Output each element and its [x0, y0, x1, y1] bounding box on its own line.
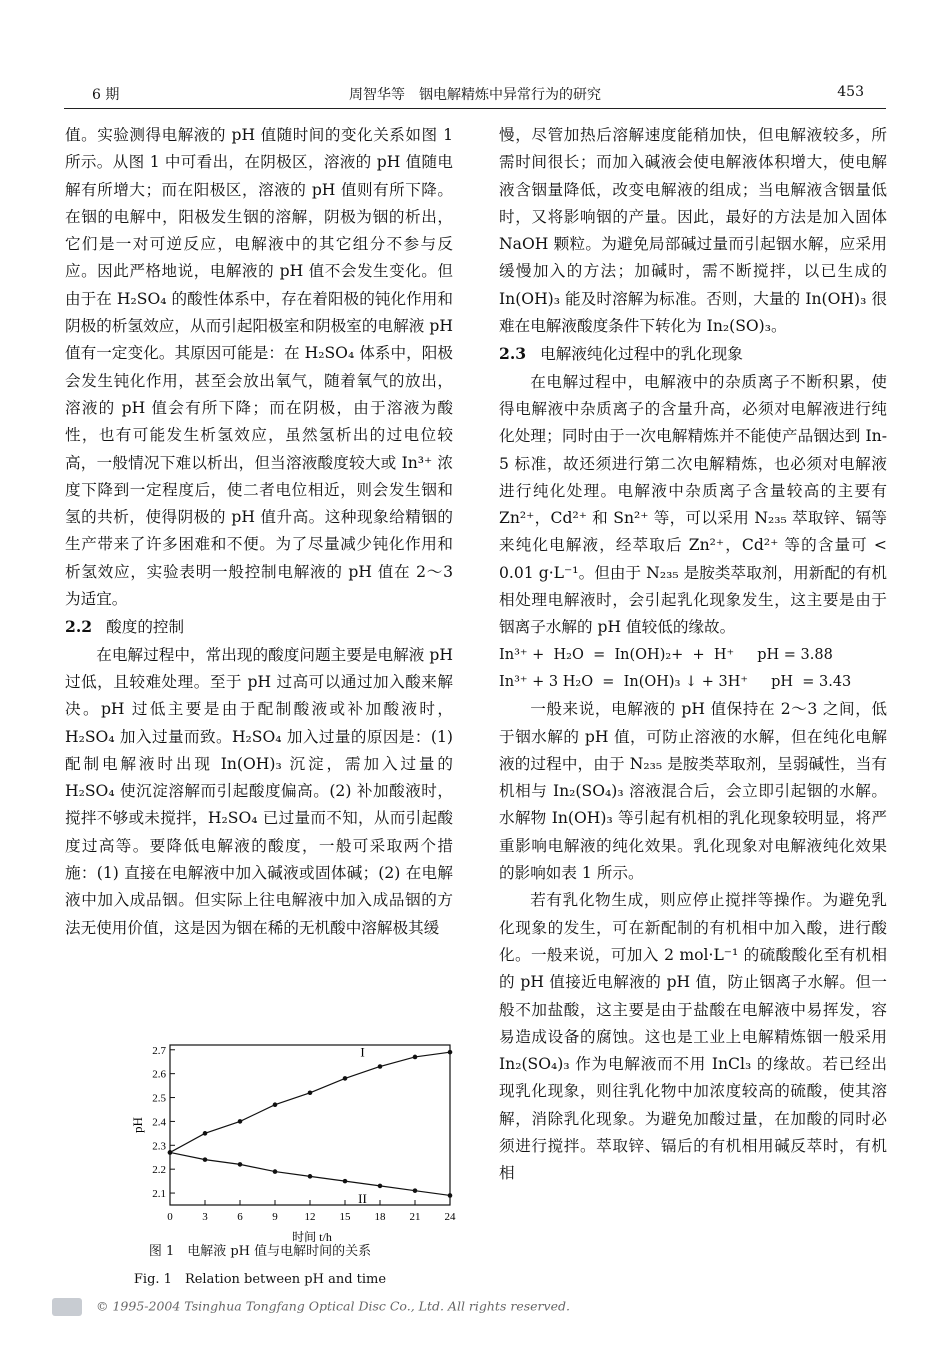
publisher-logo-icon — [52, 1298, 82, 1316]
x-tick-label: 12 — [304, 1211, 316, 1223]
plot-frame — [170, 1045, 450, 1205]
y-axis-label: pH — [130, 1117, 145, 1133]
x-tick-label: 21 — [409, 1211, 421, 1223]
data-point — [273, 1102, 278, 1107]
figure-1 — [60, 1035, 460, 1245]
y-tick-label: 2.3 — [152, 1140, 166, 1153]
series-line-II — [170, 1152, 450, 1195]
x-tick-label: 6 — [237, 1211, 243, 1223]
x-tick-label: 15 — [339, 1211, 351, 1223]
data-point — [448, 1050, 453, 1055]
data-point — [308, 1090, 313, 1095]
y-tick-label: 2.1 — [152, 1188, 166, 1201]
ph-time-chart — [60, 1035, 460, 1245]
paragraph: 在电解过程中，电解液中的杂质离子不断积累，使得电解液中杂质离子的含量升高，必须对电解液进行纯化处理；同时由于一次电解精炼并不能使产品铟达到 In-5 标准，故还须进行第二次电解精炼，也必须对电解液进行纯化处理。电解液中杂质离子含量较高的主要有 Zn²⁺，Cd²⁺ 和 Sn²⁺ 等，可以采用 N₂₃₅ 萃取锌、镉等来纯化电解液，经萃取后 Zn²⁺，Cd²⁺ 等的含量可 < 0.01 g·L⁻¹。但由于 N₂₃₅ 是胺类萃取剂，用新配的有机相处理电解液时，会引起乳化现象发生，这主要是由于铟离子水解的 pH 值较低的缘故。 — [499, 372, 887, 637]
x-tick-label: 3 — [202, 1211, 208, 1223]
right-column — [499, 122, 887, 1188]
data-point — [448, 1193, 453, 1198]
chart-ticks — [152, 1045, 456, 1223]
y-tick-label: 2.7 — [152, 1044, 166, 1057]
section-number: 2.2 — [65, 617, 93, 637]
paragraph: 一般来说，电解液的 pH 值保持在 2～3 之间，低于铟水解的 pH 值，可防止溶液的水解，但在纯化电解液的过程中，由于 N₂₃₅ 是胺类萃取剂，呈弱碱性，当有机相与 In₂(SO₄)₃ 溶液混合后，会立即引起铟的水解。水解物 In(OH)₃ 等引起有机相的乳化现象较明显，将严重影响电解液的纯化效果。乳化现象对电解液纯化效果的影响如表 1 所示。 — [499, 700, 887, 883]
data-point — [378, 1064, 383, 1069]
figure-caption-cn: 图 1 电解液 pH 值与电解时间的关系 — [148, 1244, 372, 1259]
paragraph: 值。实验测得电解液的 pH 值随时间的变化关系如图 1 所示。从图 1 中可看出，在阴极区，溶液的 pH 值随电解有所增大；而在阳极区，溶液的 pH 值则有所下降。在铟的电解中，阳极发生铟的溶解，阴极为铟的析出，它们是一对可逆反应，电解液中的其它组分不参与反应。因此严格地说，电解液的 pH 值不会发生变化。但由于在 H₂SO₄ 的酸性体系中，存在着阳极的钝化作用和阴极的析氢效应，从而引起阳极室和阴极室的电解液 pH 值有一定变化。其原因可能是：在 H₂SO₄ 体系中，阳极会发生钝化作用，甚至会放出氧气，随着氧气的放出，溶液的 pH 值会有所下降；而在阴极，由于溶液为酸性，也有可能发生析氢效应，虽然氢析出的过电位较高，一般情况下难以析出，但当溶液酸度较大或 In³⁺ 浓度下降到一定程度后，使二者电位相近，则会发生铟和氢的共析，使得阴极的 pH 值升高。这种现象给精铟的生产带来了许多困难和不便。为了尽量减少钝化作用和析氢效应，实验表明一般控制电解液的 pH 值在 2～3 为适宜。 — [65, 126, 453, 609]
x-tick-label: 9 — [272, 1211, 278, 1223]
running-header — [0, 84, 950, 104]
data-point — [168, 1150, 173, 1155]
section-title: 酸度的控制 — [106, 618, 185, 637]
y-tick-label: 2.6 — [152, 1068, 166, 1081]
series-label: II — [358, 1191, 367, 1207]
series-line-I — [170, 1052, 450, 1152]
figure-caption-en: Fig. 1 Relation between pH and time — [133, 1272, 387, 1287]
x-axis-label: 时间 t/h — [292, 1230, 332, 1244]
data-point — [238, 1162, 243, 1167]
copyright-text: © 1995-2004 Tsinghua Tongfang Optical Disc Co., Ltd. All rights reserved. — [95, 1298, 570, 1314]
section-number: 2.3 — [499, 344, 527, 364]
equation-2: In³⁺ + 3 H₂O = In(OH)₃ ↓ + 3H⁺ pH = 3.43 — [499, 673, 852, 690]
data-point — [378, 1184, 383, 1189]
page-number: 453 — [837, 84, 864, 100]
y-tick-label: 2.4 — [152, 1116, 166, 1129]
chart-axes — [170, 1045, 450, 1205]
data-point — [203, 1131, 208, 1136]
paragraph: 在电解过程中，常出现的酸度问题主要是电解液 pH 过低，且较难处理。至于 pH 过高可以通过加入酸来解决。pH 过低主要是由于配制酸液或补加酸液时，H₂SO₄ 加入过量而致。H₂SO₄ 加入过量的原因是：(1) 配制电解液时出现 In(OH)₃ 沉淀，需加入过量的 H₂SO₄ 使沉淀溶解而引起酸度偏高。(2) 补加酸液时，搅拌不够或未搅拌，H₂SO₄ 已过量而不知，从而引起酸度过高等。要降低电解液的酸度，一般可采取两个措施：(1) 直接在电解液中加入碱液或固体碱；(2) 在电解液中加入成品铟。但实际上往电解液中加入成品铟的方法无使用价值，这是因为铟在稀的无机酸中溶解极其缓 — [65, 645, 453, 937]
header-rule — [64, 108, 886, 109]
x-tick-label: 24 — [444, 1211, 456, 1223]
issue-number: 6 期 — [92, 87, 120, 103]
data-point — [413, 1055, 418, 1060]
section-title: 电解液纯化过程中的乳化现象 — [540, 345, 743, 364]
y-tick-label: 2.2 — [152, 1164, 166, 1177]
chart-series — [168, 1044, 453, 1206]
left-column — [65, 122, 453, 942]
paragraph: 慢，尽管加热后溶解速度能稍加快，但电解液较多，所需时间很长；而加入碱液会使电解液体积增大，使电解液含铟量降低，改变电解液的组成；当电解液含铟量低时，又将影响铟的产量。因此，最好的方法是加入固体 NaOH 颗粒。为避免局部碱过量而引起铟水解，应采用缓慢加入的方法；加碱时，需不断搅拌，以已生成的 In(OH)₃ 能及时溶解为标准。否则，大量的 In(OH)₃ 很难在电解液酸度条件下转化为 In₂(SO)₃。 — [499, 126, 887, 336]
footer — [52, 1298, 570, 1316]
data-point — [308, 1174, 313, 1179]
data-point — [238, 1119, 243, 1124]
data-point — [413, 1188, 418, 1193]
series-label: I — [360, 1044, 365, 1060]
x-tick-label: 0 — [167, 1211, 173, 1223]
section-heading-2-2 — [65, 613, 453, 641]
data-point — [343, 1179, 348, 1184]
data-point — [273, 1169, 278, 1174]
data-point — [203, 1157, 208, 1162]
paragraph: 若有乳化物生成，则应停止搅拌等操作。为避免乳化现象的发生，可在新配制的有机相中加入酸，进行酸化。一般来说，可加入 2 mol·L⁻¹ 的硫酸酸化至有机相的 pH 值接近电解液的 pH 值，防止铟离子水解。但一般不加盐酸，这主要是由于盐酸在电解液中易挥发，容易造成设备的腐蚀。这也是工业上电解精炼铟一般采用 In₂(SO₄)₃ 作为电解液而不用 InCl₃ 的缘故。若已经出现乳化现象，则往乳化物中加浓度较高的硫酸，使其溶解，消除乳化现象。为避免加酸过量，在加酸的同时必须进行搅拌。萃取锌、镉后的有机相用碱反萃时，有机相 — [499, 891, 887, 1183]
section-heading-2-3 — [499, 340, 887, 368]
y-tick-label: 2.5 — [152, 1092, 166, 1105]
equation-1: In³⁺ + H₂O = In(OH)₂+ + H⁺ pH = 3.88 — [499, 646, 833, 663]
x-tick-label: 18 — [374, 1211, 386, 1223]
data-point — [343, 1076, 348, 1081]
running-title: 周智华等 铟电解精炼中异常行为的研究 — [349, 87, 601, 103]
